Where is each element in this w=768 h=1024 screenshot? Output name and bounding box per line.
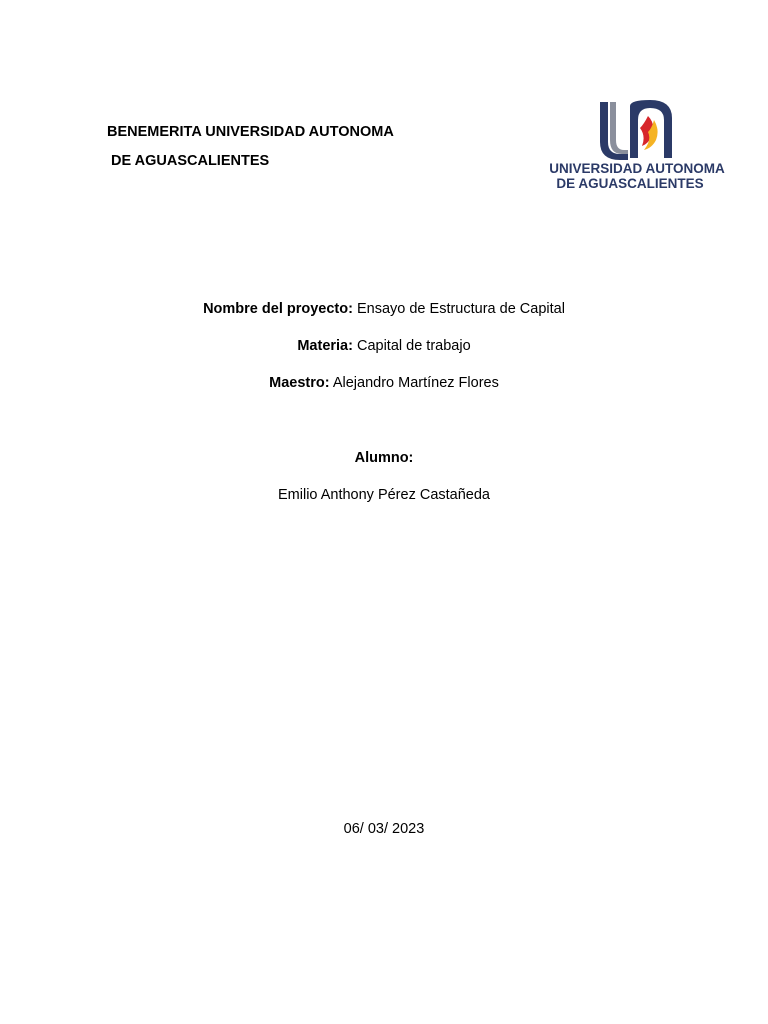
logo-text-line-1: UNIVERSIDAD AUTONOMA bbox=[549, 161, 725, 176]
teacher-label: Maestro: bbox=[269, 375, 330, 391]
student-name: Emilio Anthony Pérez Castañeda bbox=[278, 487, 490, 503]
teacher-value: Alejandro Martínez Flores bbox=[332, 375, 499, 391]
project-label: Nombre del proyecto: bbox=[203, 301, 353, 317]
subject-row bbox=[0, 338, 768, 354]
subject-value: Capital de trabajo bbox=[356, 338, 471, 354]
project-value: Ensayo de Estructura de Capital bbox=[356, 301, 565, 317]
logo-emblem-icon bbox=[600, 100, 672, 160]
subject-label: Materia: bbox=[297, 338, 353, 354]
project-name-row bbox=[0, 301, 768, 317]
university-logo bbox=[530, 96, 740, 196]
document-date: 06/ 03/ 2023 bbox=[343, 821, 425, 837]
institution-name-line-1: BENEMERITA UNIVERSIDAD AUTONOMA bbox=[107, 124, 394, 140]
student-label-row bbox=[0, 450, 768, 466]
logo-text-line-2: DE AGUASCALIENTES bbox=[556, 176, 704, 191]
teacher-row bbox=[0, 375, 768, 391]
institution-name-line-2: DE AGUASCALIENTES bbox=[111, 153, 270, 169]
student-label: Alumno: bbox=[354, 450, 414, 466]
